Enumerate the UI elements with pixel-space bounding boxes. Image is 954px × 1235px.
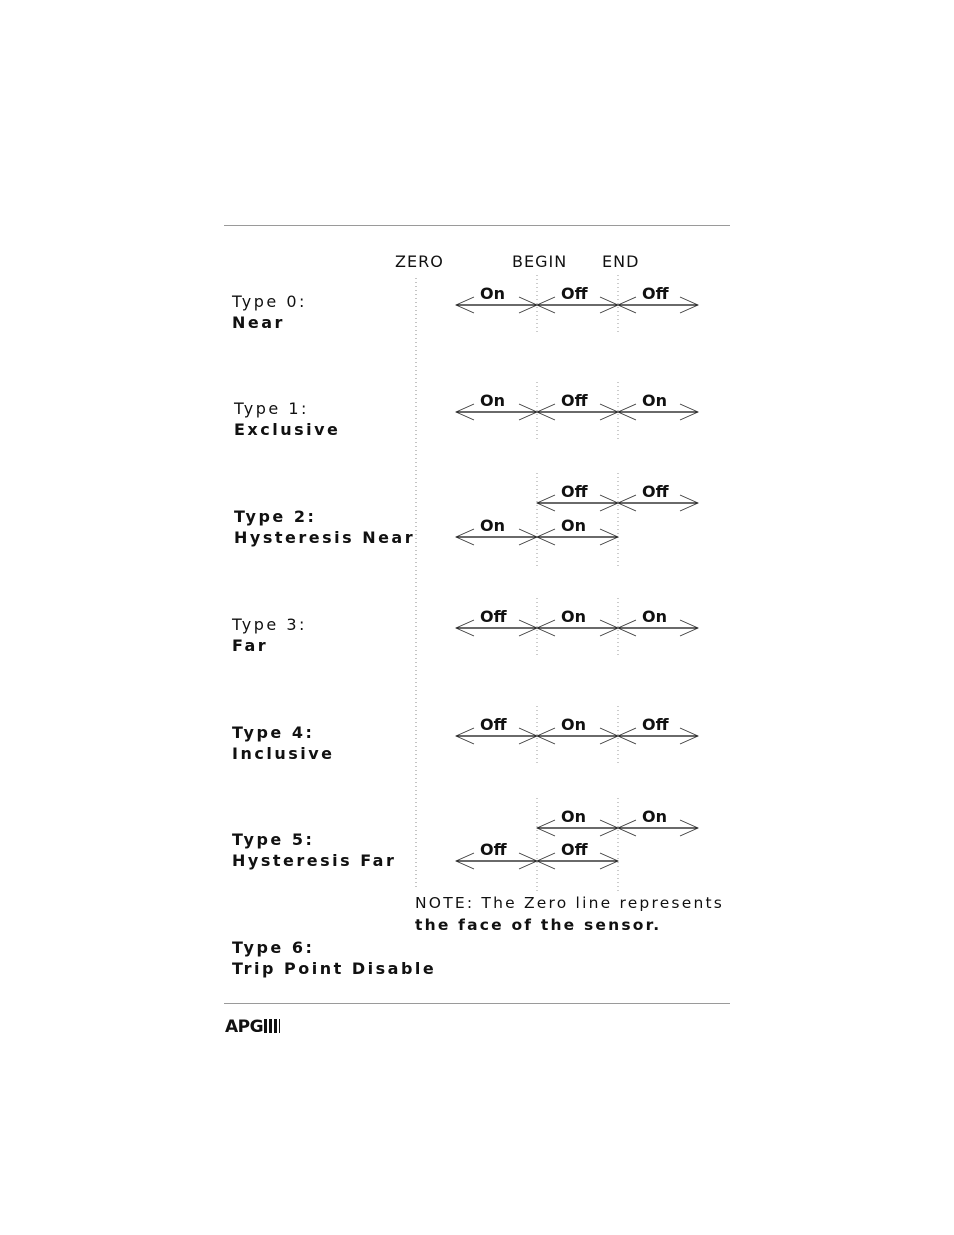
logo-text: APG — [225, 1017, 264, 1037]
segment-state-label: On — [561, 715, 586, 734]
end-column-header: END — [602, 252, 640, 271]
type-4-title: Type 4: — [232, 723, 315, 742]
type-6-name: Trip Point Disable — [232, 959, 437, 978]
segment-state-label: On — [480, 391, 505, 410]
segment-state-label: On — [561, 807, 586, 826]
type-1-title: Type 1: — [234, 399, 309, 418]
segment-state-label: On — [480, 516, 505, 535]
type-2-name: Hysteresis Near — [234, 528, 416, 547]
segment-state-label: Off — [561, 482, 588, 501]
note-line-2: the face of the sensor. — [415, 916, 662, 934]
type-5-title: Type 5: — [232, 830, 315, 849]
type-3-name: Far — [232, 636, 269, 655]
segment-state-label: On — [642, 607, 667, 626]
zero-column-header: ZERO — [395, 252, 444, 271]
segment-state-label: Off — [561, 391, 588, 410]
segment-state-label: On — [480, 284, 505, 303]
note-line-1: NOTE: The Zero line represents — [415, 894, 725, 912]
segment-state-label: On — [642, 807, 667, 826]
type-3-title: Type 3: — [232, 615, 307, 634]
segment-state-label: Off — [561, 840, 588, 859]
segment-state-label: Off — [642, 482, 669, 501]
segment-state-label: Off — [642, 715, 669, 734]
type-4-name: Inclusive — [232, 744, 335, 763]
segment-state-label: Off — [561, 284, 588, 303]
begin-column-header: BEGIN — [512, 252, 568, 271]
segment-state-label: Off — [642, 284, 669, 303]
segment-state-label: On — [561, 516, 586, 535]
type-0-name: Near — [232, 313, 285, 332]
segment-state-label: On — [561, 607, 586, 626]
type-1-name: Exclusive — [234, 420, 341, 439]
type-2-title: Type 2: — [234, 507, 317, 526]
segment-state-label: On — [642, 391, 667, 410]
segment-state-label: Off — [480, 840, 507, 859]
segment-state-label: Off — [480, 607, 507, 626]
type-6-title: Type 6: — [232, 938, 315, 957]
type-5-name: Hysteresis Far — [232, 851, 397, 870]
type-0-title: Type 0: — [232, 292, 307, 311]
segment-state-label: Off — [480, 715, 507, 734]
